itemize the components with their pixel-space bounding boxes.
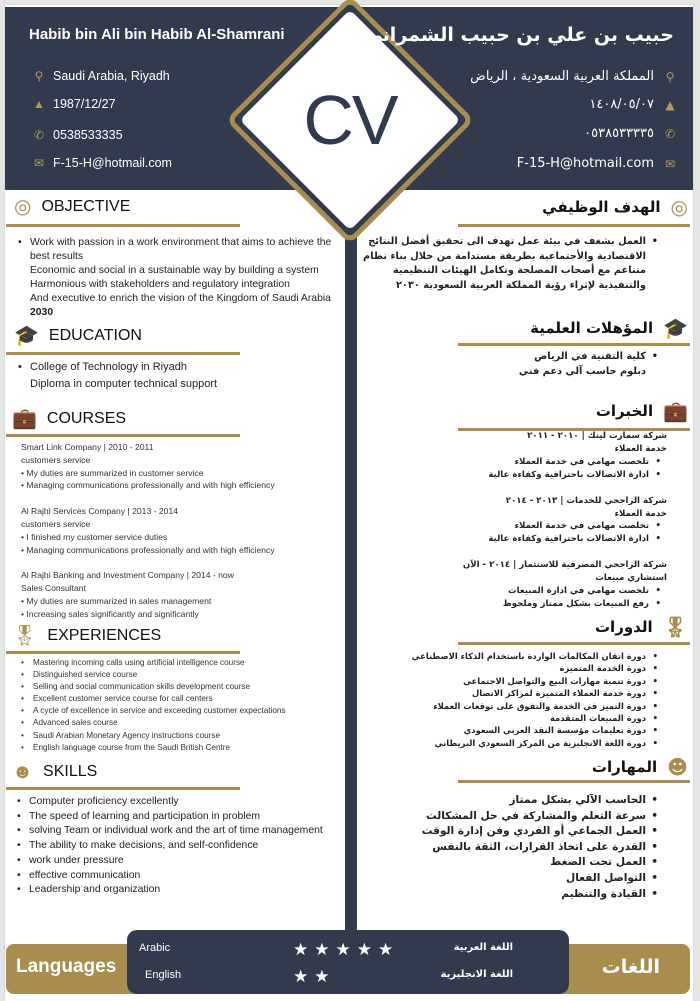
experiences-list-en xyxy=(21,657,341,754)
contact-text: ١٤٠٨/٠٥/٠٧ xyxy=(589,97,654,112)
name-arabic: حبيب بن علي بن حبيب الشمراني xyxy=(363,24,674,46)
course-item: • دورة المبيعات المتقدمة xyxy=(348,712,658,724)
section-title: EXPERIENCES xyxy=(47,627,162,644)
skill-item: • التواصل الفعال xyxy=(358,871,658,887)
section-rule xyxy=(458,642,690,645)
section-experiences-en xyxy=(12,626,161,646)
section-experience-ar xyxy=(596,401,688,421)
language-row xyxy=(127,940,569,962)
course-item: • دورة تنمية مهارات البيع والتواصل الاجتماعي xyxy=(348,675,658,687)
section-rule xyxy=(458,343,690,346)
experience-duty: • تخلصت مهامي في خدمة العملاء xyxy=(357,520,661,533)
skill-item: • Computer proficiency excellently xyxy=(17,795,342,810)
course-company: Al Rajhi Banking and Investment Company | 2014 - now xyxy=(21,570,234,581)
course-duty: • My duties are summarized in customer service xyxy=(21,467,204,478)
target-icon: ◎ xyxy=(670,195,688,219)
section-title: الهدف الوظيفي xyxy=(542,198,661,216)
education-line: • كلية التقنية في الرياض xyxy=(358,350,658,365)
course-item: • دورة خدمة العملاء المتميزة لمراكز الاتصال xyxy=(348,687,658,699)
people-search-icon: ☻ xyxy=(12,761,34,783)
section-title: EDUCATION xyxy=(48,327,142,344)
certificate-icon: 🎖 xyxy=(12,625,38,647)
contact-email-link[interactable]: F-15-H@hotmail.com xyxy=(516,156,654,171)
course-duty: • My duties are summarized in sales management xyxy=(21,595,212,606)
mail-icon: ✉ xyxy=(33,156,45,170)
language-name-ar: اللغة العربية xyxy=(453,942,513,953)
contact-email-ar xyxy=(517,156,676,171)
objective-line: • العمل بشغف في بيئة عمل تهدف الى تحقيق أفضل النتائج xyxy=(358,235,658,250)
course-entry xyxy=(21,505,341,556)
languages-panel xyxy=(127,930,569,994)
graduation-cap-icon: 🎓 xyxy=(14,325,39,347)
objective-line: 2030 xyxy=(30,307,54,318)
cv-label: CV xyxy=(303,81,397,159)
name-english: Habib bin Ali bin Habib Al-Shamrani xyxy=(29,26,285,43)
objective-line: والتنفيذية لإثراء رؤية المملكة العربية السعودية ٢٠٣٠ xyxy=(395,279,646,291)
section-rule xyxy=(6,352,240,355)
experience-item: • Saudi Arabian Monetary Agency instructions course xyxy=(21,730,341,742)
skill-item: • effective communication xyxy=(17,869,342,884)
experience-role: خدمة العملاء xyxy=(614,508,667,519)
objective-line: • Work with passion in a work environment that aims to achieve the xyxy=(18,236,343,250)
briefcase-icon: 💼 xyxy=(12,408,37,430)
experience-item: • Excellent customer service course for call centers xyxy=(21,693,341,705)
contact-text: ٠٥٣٨٥٣٣٣٣٥ xyxy=(584,126,654,141)
experience-company: شركة الراجحي المصرفية للاستثمار | ٢٠١٤ - الآن xyxy=(462,560,667,571)
rating-stars xyxy=(293,940,399,960)
languages-label-ar xyxy=(560,944,690,994)
education-text-ar xyxy=(358,350,658,379)
experience-role: استشاري مبيعات xyxy=(595,573,667,584)
section-rule xyxy=(6,651,240,654)
contact-phone-ar xyxy=(584,126,676,141)
experience-duty: • تلخصت مهامي في ادارة المبيعات xyxy=(357,585,661,598)
experience-entries-ar xyxy=(357,430,667,611)
skill-item: • The speed of learning and participation in problem xyxy=(17,810,342,825)
star-icon: ★ xyxy=(314,940,336,959)
objective-line: best results xyxy=(30,251,84,262)
experience-role: خدمة العملاء xyxy=(614,443,667,454)
section-title: الدورات xyxy=(594,618,653,636)
language-name-ar: اللغة الانجليزية xyxy=(440,969,513,980)
education-text-en xyxy=(18,359,343,393)
contact-phone-en xyxy=(33,128,123,142)
contact-text: 1987/12/27 xyxy=(53,97,116,111)
course-role: customers service xyxy=(21,518,91,529)
birthday-cake-icon: ▲ xyxy=(665,97,675,112)
contact-text: Saudi Arabia, Riyadh xyxy=(53,69,170,83)
mail-icon: ✉ xyxy=(664,156,676,171)
graduation-cap-icon: 🎓 xyxy=(663,316,688,340)
star-icon: ★ xyxy=(314,967,336,986)
objective-text-ar xyxy=(358,235,658,293)
course-entry xyxy=(21,441,341,492)
section-courses-en xyxy=(12,409,126,429)
certificate-icon: 🎖 xyxy=(662,615,688,639)
experience-item: • Advanced sales course xyxy=(21,717,341,729)
experience-entry xyxy=(357,559,667,611)
course-company: Smart Link Company | 2010 - 2011 xyxy=(21,442,154,452)
courses-entries-en xyxy=(21,441,341,621)
contact-email-link[interactable]: F-15-H@hotmail.com xyxy=(53,156,172,170)
skill-item: • العمل الجماعي أو الفردي وفن إدارة الوقت xyxy=(358,824,658,840)
target-icon: ◎ xyxy=(14,196,32,218)
experience-duty: • تلخصت مهامي في خدمة العملاء xyxy=(357,456,661,469)
course-company: Al Rajhi Services Company | 2013 - 2014 xyxy=(21,506,178,517)
section-courses-ar xyxy=(595,617,688,637)
experience-item: • Mastering incoming calls using artificial intelligence course xyxy=(21,657,341,669)
contact-location-ar xyxy=(470,69,676,84)
skill-item: • الحاسب الآلي بشكل ممتاز xyxy=(358,793,658,809)
experience-entry xyxy=(357,495,667,547)
people-search-icon: ☻ xyxy=(667,755,688,779)
star-icon: ★ xyxy=(293,967,315,986)
course-duty: • Increasing sales significantly and significantly xyxy=(21,608,199,619)
birthday-cake-icon: ▲ xyxy=(33,97,45,111)
course-item: • دورة اتقان المكالمات الواردة باستخدام الذكاء الاصطناعي xyxy=(348,650,658,662)
section-rule xyxy=(6,224,240,227)
course-duty: • Managing communications professionally and with high efficiency xyxy=(21,544,275,555)
section-title: OBJECTIVE xyxy=(41,198,131,215)
objective-line: Economic and social in a sustainable way by building a system xyxy=(30,265,319,276)
location-pin-icon: ⚲ xyxy=(665,69,675,84)
contact-text: المملكة العربية السعودية ، الرياض xyxy=(470,69,654,84)
languages-label-en xyxy=(6,944,136,994)
contact-location-en xyxy=(33,69,170,83)
section-rule xyxy=(6,434,240,437)
languages-title: اللغات xyxy=(601,956,660,978)
language-row xyxy=(127,967,569,989)
skills-list-ar xyxy=(358,793,658,902)
languages-title: Languages xyxy=(16,956,117,977)
course-item: • دورة التميز في الخدمة والتفوق على توقعات العملاء xyxy=(348,700,658,712)
skill-item: • solving Team or individual work and the art of time management xyxy=(17,824,342,839)
section-objective-en xyxy=(14,197,130,217)
experience-item: • Distinguished service course xyxy=(21,669,341,681)
experience-company: شركة الراجحي للخدمات | ٢٠١٣ - ٢٠١٤ xyxy=(505,495,667,506)
experience-item: • Selling and social communication skills development course xyxy=(21,681,341,693)
section-title: المؤهلات العلمية xyxy=(530,319,654,337)
section-title: COURSES xyxy=(46,410,127,427)
course-role: Sales Consultant xyxy=(21,583,86,594)
skill-item: • العمل تحت الضغط xyxy=(358,855,658,871)
objective-text-en xyxy=(18,236,343,320)
section-rule xyxy=(458,780,690,783)
section-education-ar xyxy=(530,318,688,338)
course-duty: • Managing communications professionally and with high efficiency xyxy=(21,480,275,491)
briefcase-icon: 💼 xyxy=(663,399,688,423)
experience-entry xyxy=(357,430,667,482)
objective-line: And executive to enrich the vision of the Kingdom of Saudi Arabia xyxy=(30,293,331,304)
language-name-en: Arabic xyxy=(139,942,171,954)
section-rule xyxy=(6,787,240,790)
skill-item: • work under pressure xyxy=(17,854,342,869)
skill-item: • Leadership and organization xyxy=(17,883,342,898)
skill-item: • سرعة التعلم والمشاركة في حل المشكالت xyxy=(358,809,658,825)
star-icon: ★ xyxy=(335,940,357,959)
education-line: Diploma in computer technical support xyxy=(30,378,218,390)
section-title: المهارات xyxy=(591,758,658,776)
course-item: • دورة تعليمات مؤسسة النقد العربي السعودي xyxy=(348,724,658,736)
skills-list-en xyxy=(17,795,342,898)
skill-item: • القيادة والتنظيم xyxy=(358,887,658,903)
skill-item: • The ability to make decisions, and self-confidence xyxy=(17,839,342,854)
experience-company: شركة سمارت لينك | ٢٠١٠ - ٢٠١١ xyxy=(527,431,667,441)
course-entry xyxy=(21,569,341,620)
course-role: customers service xyxy=(21,454,91,465)
objective-line: Harmonious with stakeholders and regulatory integration xyxy=(30,279,290,290)
experience-duty: • ادارة الاتصالات باحترافية وكفاءة عالية xyxy=(357,469,661,482)
experience-duty: • رفع المبيعات بشكل ممتاز وملحوظ xyxy=(357,598,661,611)
education-line: • College of Technology in Riyadh xyxy=(18,359,343,376)
contact-text: 0538533335 xyxy=(53,128,123,142)
course-item: • دورة اللغة الانجليزية من المركز السعودي البريطاني xyxy=(348,737,658,749)
objective-line: متناغم مع أصحاب المصلحة وتكامل الهيئات التنظيمية xyxy=(392,265,646,276)
phone-icon: ✆ xyxy=(664,126,676,141)
star-icon: ★ xyxy=(356,940,378,959)
phone-icon: ✆ xyxy=(33,128,45,142)
section-skills-en xyxy=(12,762,97,782)
contact-email-en xyxy=(33,156,172,170)
experience-item: • English language course from the Saudi British Centre xyxy=(21,742,341,754)
skill-item: • القدرة على اتخاذ القرارات، الثقة بالنفس xyxy=(358,840,658,856)
section-title: SKILLS xyxy=(43,763,98,780)
section-objective-ar xyxy=(542,197,688,217)
center-divider xyxy=(345,190,357,940)
section-skills-ar xyxy=(592,757,688,777)
objective-line: الاقتصادية والأجتماعية بطريقة مستدامة من خلال بناء نظام xyxy=(363,250,646,262)
experience-duty: • ادارة الاتصالات باحترافية وكفاءة عالية xyxy=(357,533,661,546)
star-icon: ★ xyxy=(293,940,315,959)
section-rule xyxy=(458,224,690,227)
courses-list-ar xyxy=(348,650,658,749)
section-title: الخبرات xyxy=(595,402,654,420)
contact-birthdate-en xyxy=(33,97,116,111)
course-item: • دورة الخدمة المتميزة xyxy=(348,662,658,674)
language-name-en: English xyxy=(145,969,182,981)
star-icon: ★ xyxy=(378,940,400,959)
location-pin-icon: ⚲ xyxy=(34,69,44,83)
course-duty: • I finished my customer service duties xyxy=(21,531,168,542)
rating-stars xyxy=(293,967,336,987)
section-education-en xyxy=(14,326,142,346)
experience-item: • A cycle of excellence in service and exceeding customer expectations xyxy=(21,705,341,717)
contact-birthdate-ar xyxy=(589,97,676,112)
education-line: دبلوم حاسب آلي دعم فني xyxy=(518,365,646,377)
